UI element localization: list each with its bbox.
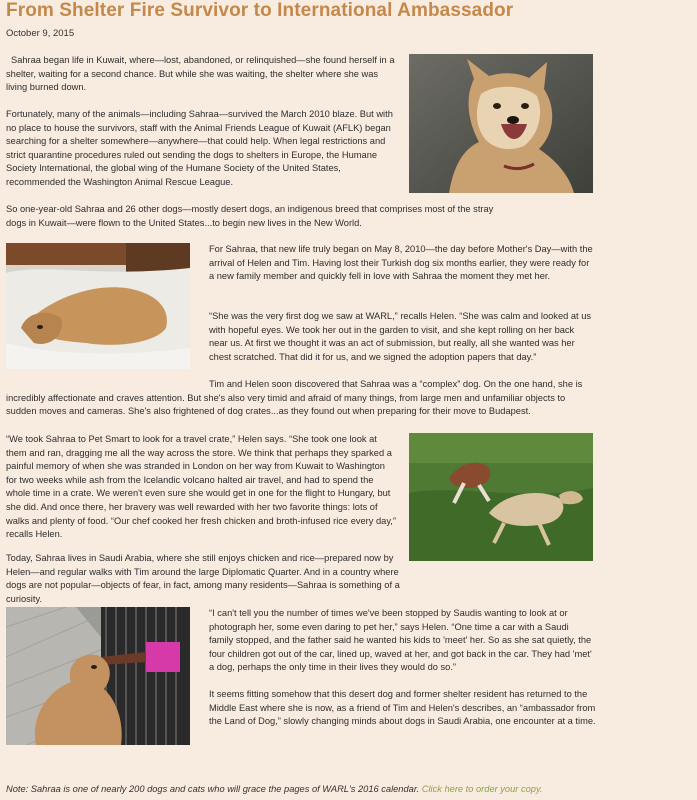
article-title: From Shelter Fire Survivor to International Ambassador	[6, 0, 514, 21]
photo-sahraa-on-bed	[6, 243, 190, 369]
paragraph-9: “I can't tell you the number of times we've been stopped by Saudis wanting to look at or photograph her, some even daring to pet her,” says Helen. “One time a car with a Saudi family stopped, and the father said he wanted his kids to 'meet' her. So as she sat quietly, the four children got out of the car, lined up, waved at her, and got back in the car. They had 'met' a dog, perhaps the only time in their lives they would do so.”	[209, 608, 592, 673]
article-date: October 9, 2015	[6, 28, 75, 39]
paragraph-5: “She was the very first dog we saw at WARL,” recalls Helen. “She was calm and looked at us with hopeful eyes. We took her out in the garden to visit, and she kept rolling on her back near us. At first we thought it was an act of submission, but really, all she wanted was her chest scratched. That did it for us, and we signed the adoption papers that day.”	[209, 311, 592, 362]
paragraph-1: Sahraa began life in Kuwait, where—lost, abandoned, or relinquished—she found herself in a shelter, waiting for a second chance. But while she was waiting, the shelter where she was living burned down.	[6, 55, 395, 93]
paragraph-6: Tim and Helen soon discovered that Sahraa was a “complex” dog. On the one hand, she is incredibly affectionate and craves attention. But she's also very timid and afraid of many things, from large men and unfamiliar objects to sudden moves and cameras. She's also frightened of dog crates...as they found out when preparing for their move to Budapest.	[6, 379, 583, 417]
photo-sahraa-by-fence	[6, 607, 190, 745]
order-calendar-link[interactable]: Click here to order your copy.	[421, 784, 543, 794]
paragraph-7: “We took Sahraa to Pet Smart to look for a travel crate,” Helen says. “She took one look at them and ran, dragging me all the way across the store. We think that perhaps they sparked a painful memory of when she was stranded in London on her way from Kuwait to Washington for two weeks while ash from the Icelandic volcano halted air travel, and had to spend the whole time in a crate. We weren't even sure she would get in one for the flight to Hungary, but she did. And once there, her bravery was well rewarded with her two favorite things: lots of walks and plenty of food. “Our chef cooked her fresh chicken and broth-infused rice every day,” recalls Helen.	[6, 434, 396, 540]
paragraph-10: It seems fitting somehow that this desert dog and former shelter resident has returned to the Middle East where she is now, as a friend of Tim and Helen's describes, an “ambassador from the Land of Dog,” slowly changing minds about dogs in Saudi Arabia, one encounter at a time.	[209, 689, 596, 727]
paragraph-2: Fortunately, many of the animals—including Sahraa—survived the March 2010 blaze. But with no place to house the survivors, staff with the Animal Friends League of Kuwait (AFLK) began searching for a shelter somewhere—anywhere—that could help. When legal restrictions and strict quarantine procedures ruled out sending the dogs to shelters in Europe, the Humane Society International, the global wing of the Humane Society of the United States, recommended the Washington Animal Rescue League.	[6, 109, 393, 187]
paragraph-4: For Sahraa, that new life truly began on May 8, 2010—the day before Mother's Day—with the arrival of Helen and Tim. Having lost their Turkish dog six months earlier, they were ready for a new family member and quickly fell in love with Sahraa the moment they met her.	[209, 244, 593, 282]
photo-dogs-playing-in-grass	[409, 433, 593, 561]
paragraph-8: Today, Sahraa lives in Saudi Arabia, where she still enjoys chicken and rice—prepared now by Helen—and regular walks with Tim around the large Diplomatic Quarter. And in a country where dogs are not popular—objects of fear, in fact, among many residents—Sahraa is something of a curiosity.	[6, 553, 400, 604]
calendar-note-text: Note: Sahraa is one of nearly 200 dogs and cats who will grace the pages of WARL's 2016 calendar.	[6, 784, 420, 794]
photo-sahraa-smiling	[409, 54, 593, 193]
calendar-note	[6, 784, 543, 794]
paragraph-3: So one-year-old Sahraa and 26 other dogs—mostly desert dogs, an indigenous breed that comprises most of the stray dogs in Kuwait—were flown to the United States...to begin new lives in the New World.	[6, 204, 494, 228]
